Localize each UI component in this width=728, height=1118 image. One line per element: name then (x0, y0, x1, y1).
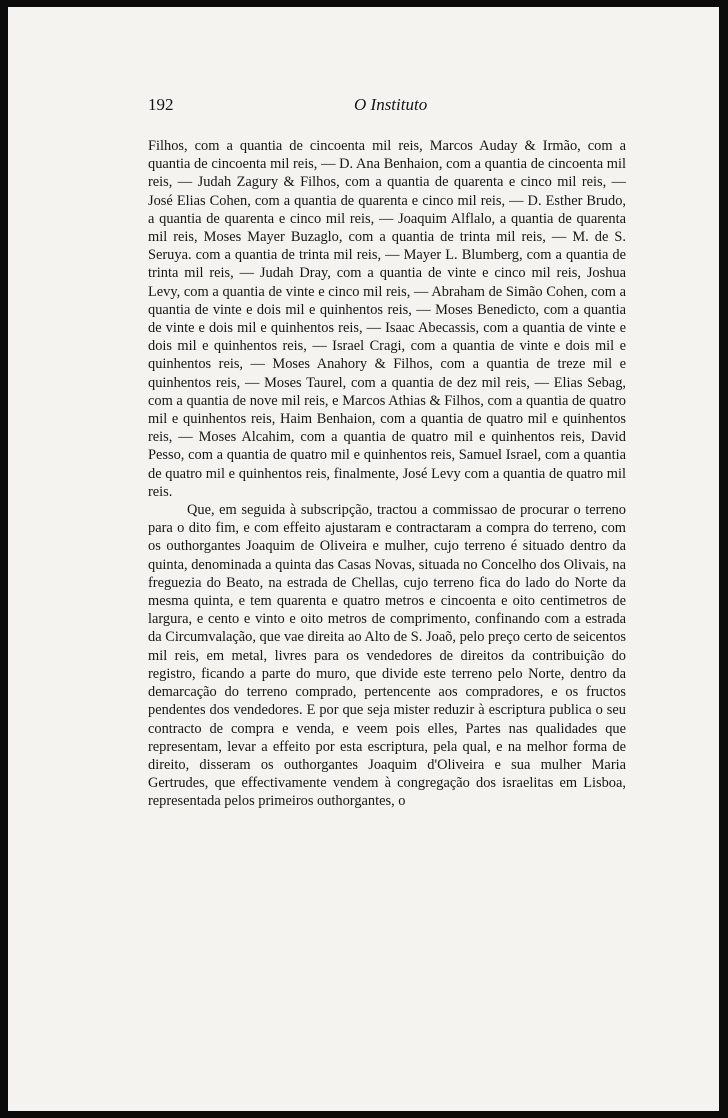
book-page (8, 7, 719, 1111)
body-text (148, 137, 626, 811)
paragraph-land-purchase: Que, em seguida à subscripção, tractou a commissao de procurar o terreno para o dito fim, e com effeito ajustaram e contractaram a compra do terreno, com os outhorgantes Joaquim de Oliveira e mulher, cujo terreno é situado dentro da quinta, denominada a quinta das Casas Novas, situada no Concelho dos Olivais, na freguezia do Beato, na estrada de Chellas, cujo terreno fica do lado do Norte da mesma quinta, e tem quarenta e quatro metros e cincoenta e oito centimetros de largura, e cento e vinto e oito metros de comprimento, confinando com a estrada da Circumvalação, que vae direita ao Alto de S. Joaõ, pelo preço certo de seicentos mil reis, em metal, livres para os vendedores de direitos da contribuição do registro, ficando a parte do muro, que divide este terreno pelo Norte, dentro da demarcação do terreno comprado, pertencente aos compradores, e os fructos pendentes dos vendedores. E por que seja mister reduzir à escriptura publica o seu contracto de compra e venda, e veem pois elles, Partes nas qualidades que representam, levar a effeito por esta escriptura, pela qual, e na melhor forma de direito, disseram os outhorgantes Joaquim d'Oliveira e sua mulher Maria Gertrudes, que effectivamente vendem à congregação dos israelitas em Lisboa, representada pelos primeiros outhorgantes, o (148, 502, 626, 810)
paragraph-donors-list: Filhos, com a quantia de cincoenta mil reis, Marcos Auday & Irmão, com a quantia de cincoenta mil reis, — D. Ana Benhaion, com a quantia de cincoenta mil reis, — Judah Zagury & Filhos, com a quantia de quarenta e cinco mil reis, — José Elias Cohen, com a quantia de quarenta e cinco mil reis, — D. Esther Brudo, a quantia de quarenta e cinco mil reis, — Joaquim Alflalo, a quantia de quarenta mil reis, Moses Mayer Buzaglo, com a quantia de trinta mil reis, — M. de S. Seruya. com a quantia de trinta mil reis, — Mayer L. Blumberg, com a quantia de trinta mil reis, — Judah Dray, com a quantia de vinte e cinco mil reis, Joshua Levy, com a quantia de vinte e cinco mil reis, — Abraham de Simão Cohen, com a quantia de vinte e dois mil e quinhentos reis, — Moses Benedicto, com a quantia de vinte e dois mil e quinhentos reis, — Isaac Abecassis, com a quantia de vinte e dois mil e quinhentos reis, — Israel Cragi, com a quantia de vinte e dois mil e quinhentos reis, — Moses Anahory & Filhos, com a quantia de treze mil e quinhentos reis, — Moses Taurel, com a quantia de dez mil reis, — Elias Sebag, com a quantia de nove mil reis, e Marcos Athias & Filhos, com a quantia de quatro mil e quinhentos reis, Haim Benhaion, com a quantia de quatro mil e quinhentos reis, — Moses Alcahim, com a quantia de quatro mil e quinhentos reis, David Pesso, com a quantia de quatro mil e quinhentos reis, Samuel Israel, com a quantia de quatro mil e quinhentos reis, finalmente, José Levy com a quantia de quatro mil reis. (148, 138, 626, 500)
running-title: O Instituto (354, 95, 428, 114)
page-header (148, 95, 626, 119)
page-number: 192 (148, 95, 174, 114)
